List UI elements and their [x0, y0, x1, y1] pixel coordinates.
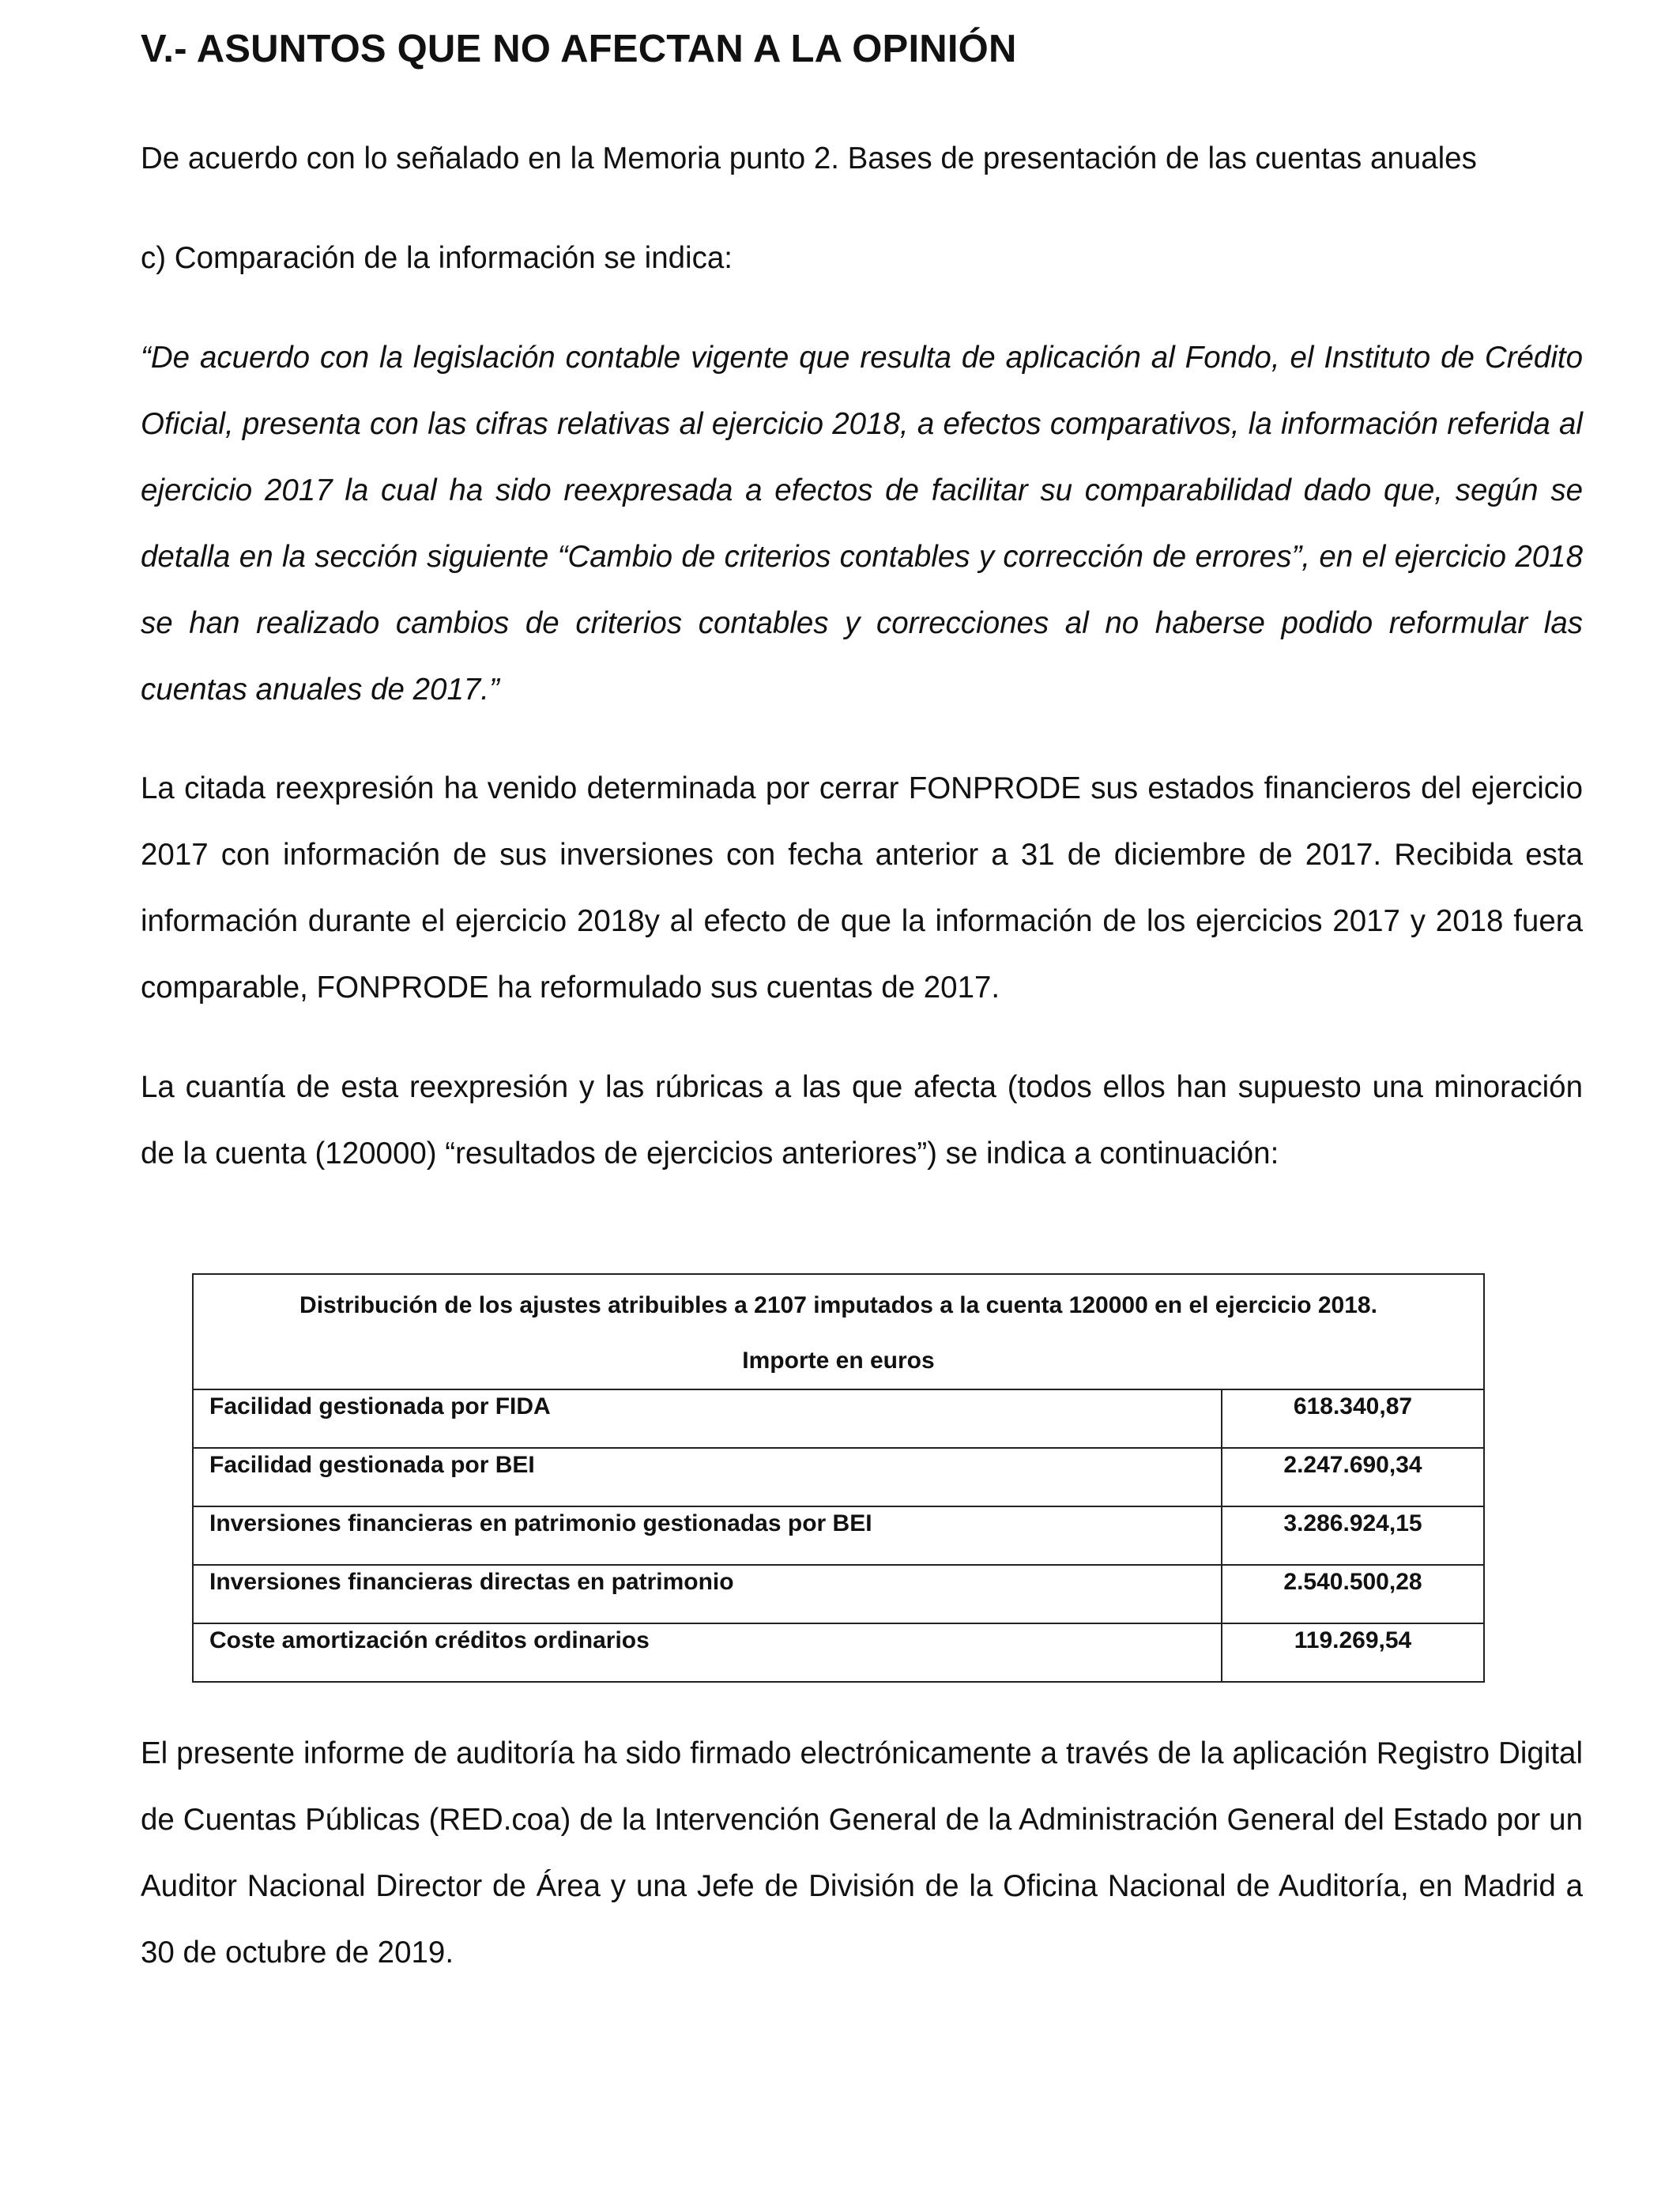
row-amount: 2.540.500,28 [1222, 1565, 1484, 1623]
table-row [193, 1623, 1484, 1682]
signature-paragraph: El presente informe de auditoría ha sido firmado electrónicamente a través de la aplicación Registro Digital de Cuentas Públicas (RED.coa) de la Intervención General de la Administración General del Estado por un Auditor Nacional Director de Área y una Jefe de División de la Oficina Nacional de Auditoría, en Madrid a 30 de octubre de 2019. [141, 1736, 1583, 1970]
section-heading: V.- ASUNTOS QUE NO AFECTAN A LA OPINIÓN [141, 28, 1017, 70]
table-row [193, 1448, 1484, 1506]
amount-intro-paragraph: La cuantía de esta reexpresión y las rúbricas a las que afecta (todos ellos han supuesto una minoración de la cuenta (120000) “resultados de ejercicios anteriores”) se indica a continuación: [141, 1070, 1583, 1171]
row-amount: 119.269,54 [1222, 1623, 1484, 1682]
table-header-row [193, 1274, 1484, 1389]
row-amount: 618.340,87 [1222, 1389, 1484, 1448]
row-label: Inversiones financieras directas en patrimonio [193, 1565, 1222, 1623]
adjustments-table [192, 1273, 1485, 1683]
row-amount: 2.247.690,34 [1222, 1448, 1484, 1506]
table-title: Distribución de los ajustes atribuibles a 2107 imputados a la cuenta 120000 en el ejercicio 2018. [299, 1292, 1377, 1318]
quoted-paragraph: “De acuerdo con la legislación contable vigente que resulta de aplicación al Fondo, el Instituto de Crédito Oficial, presenta con las cifras relativas al ejercicio 2018, a efectos comparativos, la información referida al ejercicio 2017 la cual ha sido reexpresada a efectos de facilitar su comparabilidad dado que, según se detalla en la sección siguiente “Cambio de criterios contables y corrección de errores”, en el ejercicio 2018 se han realizado cambios de criterios contables y correcciones al no haberse podido reformular las cuentas anuales de 2017.” [141, 341, 1583, 707]
row-label: Facilidad gestionada por FIDA [193, 1389, 1222, 1448]
row-amount: 3.286.924,15 [1222, 1506, 1484, 1565]
table-subtitle: Importe en euros [742, 1348, 935, 1374]
table-row [193, 1565, 1484, 1623]
table-header-cell [193, 1274, 1484, 1389]
subsection-paragraph: c) Comparación de la información se indica: [141, 241, 733, 275]
row-label: Facilidad gestionada por BEI [193, 1448, 1222, 1506]
row-label: Coste amortización créditos ordinarios [193, 1623, 1222, 1682]
restatement-paragraph: La citada reexpresión ha venido determinada por cerrar FONPRODE sus estados financieros del ejercicio 2017 con información de sus inversiones con fecha anterior a 31 de diciembre de 2017. Recibida esta información durante el ejercicio 2018y al efecto de que la información de los ejercicios 2017 y 2018 fuera comparable, FONPRODE ha reformulado sus cuentas de 2017. [141, 771, 1583, 1005]
row-label: Inversiones financieras en patrimonio gestionadas por BEI [193, 1506, 1222, 1565]
table-row [193, 1506, 1484, 1565]
intro-paragraph: De acuerdo con lo señalado en la Memoria punto 2. Bases de presentación de las cuentas anuales [141, 141, 1477, 175]
table-row [193, 1389, 1484, 1448]
